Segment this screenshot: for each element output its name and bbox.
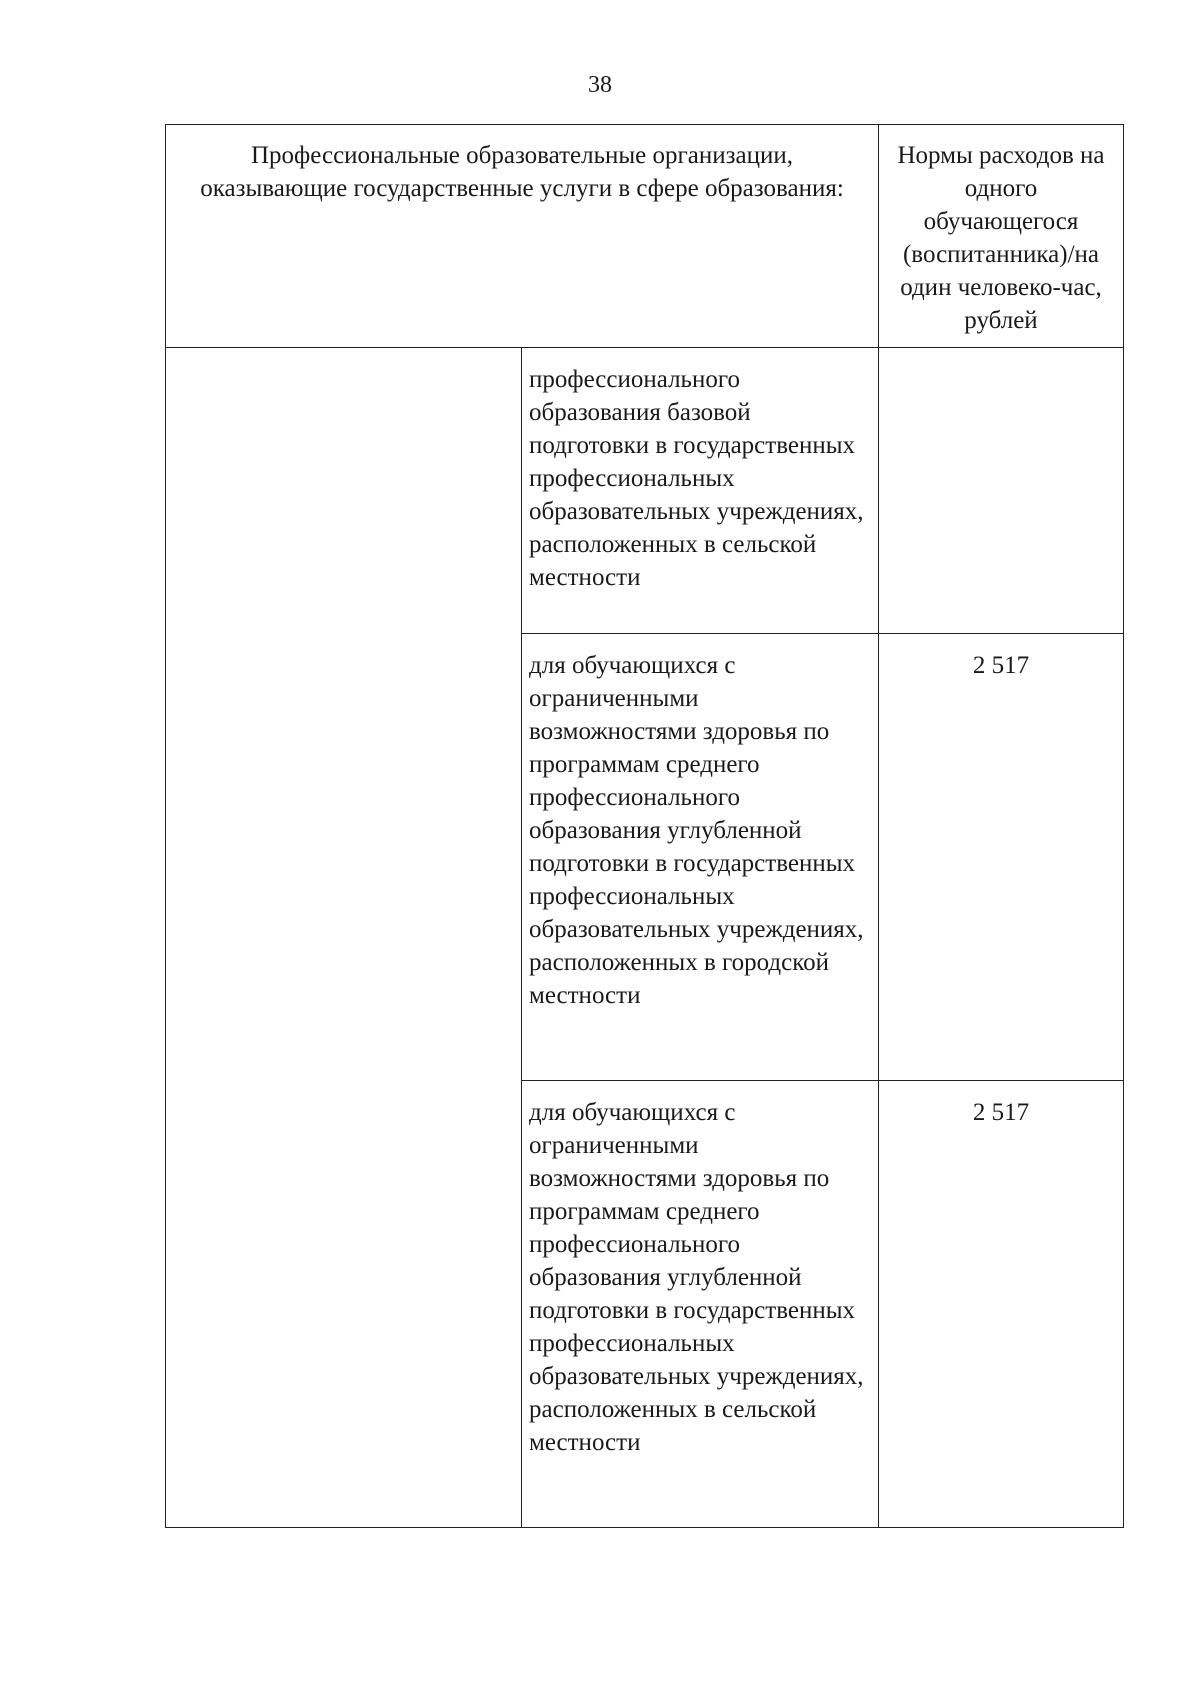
row-description: профессионального образования базовой подготовки в государственных профессиональных образовательных учреждениях, расположенных в сельской местности: [522, 348, 879, 634]
blank-category-cell: [166, 348, 522, 1528]
row-description: для обучающихся с ограниченными возможностями здоровья по программам среднего профессионального образования углубленной подготовки в государственных профессиональных образовательных учреждениях, расположенных в сельской местности: [522, 1081, 879, 1528]
table-header-row: [166, 125, 1124, 348]
row-description: для обучающихся с ограниченными возможностями здоровья по программам среднего профессионального образования углубленной подготовки в государственных профессиональных образовательных учреждениях, расположенных в городской местности: [522, 634, 879, 1081]
header-organizations: Профессиональные образовательные организации, оказывающие государственные услуги в сфере образования:: [166, 125, 879, 348]
page-number: 38: [588, 72, 612, 98]
header-norms: Нормы расходов на одного обучающегося (воспитанника)/на один человеко-час, рублей: [879, 125, 1124, 348]
norms-table: [165, 124, 1124, 1528]
table-row: [166, 348, 1124, 634]
row-value: 2 517: [879, 1081, 1124, 1528]
row-value: 2 517: [879, 634, 1124, 1081]
row-value: [879, 348, 1124, 634]
